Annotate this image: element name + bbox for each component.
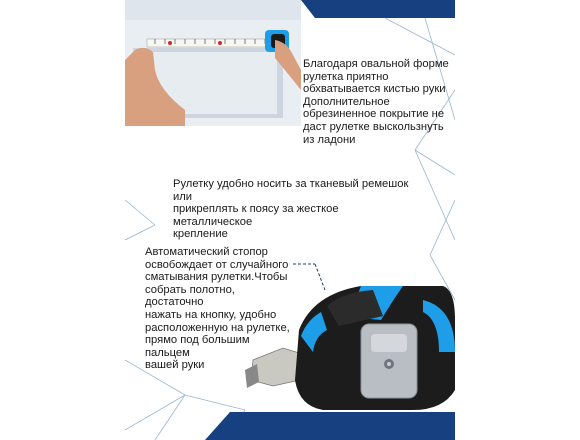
product-info-card (125, 0, 455, 440)
oval-grip-text: Благодаря овальной форме рулетка приятно обхватывается кистью руки Дополнительное обрезиненное покрытие не даст рулетке выскользнуть из ладони (303, 58, 449, 146)
left-line-mesh (125, 200, 155, 240)
belt-clip-text: Рулетку удобно носить за тканевый ремешок или прикреплять к поясу за жесткое металлическое крепление (173, 178, 409, 241)
measuring-tape-photo (243, 260, 455, 410)
hands-measuring-window-photo (125, 0, 301, 126)
bottom-navy-band (205, 412, 455, 440)
top-navy-band (301, 0, 455, 18)
auto-stop-text: Автоматический стопор освобождает от случайного сматывания рулетки.Чтобы собрать полотно, достаточно нажать на кнопку, удобно расположенную на рулетке, прямо под большим пальцем вашей руки (145, 246, 290, 372)
